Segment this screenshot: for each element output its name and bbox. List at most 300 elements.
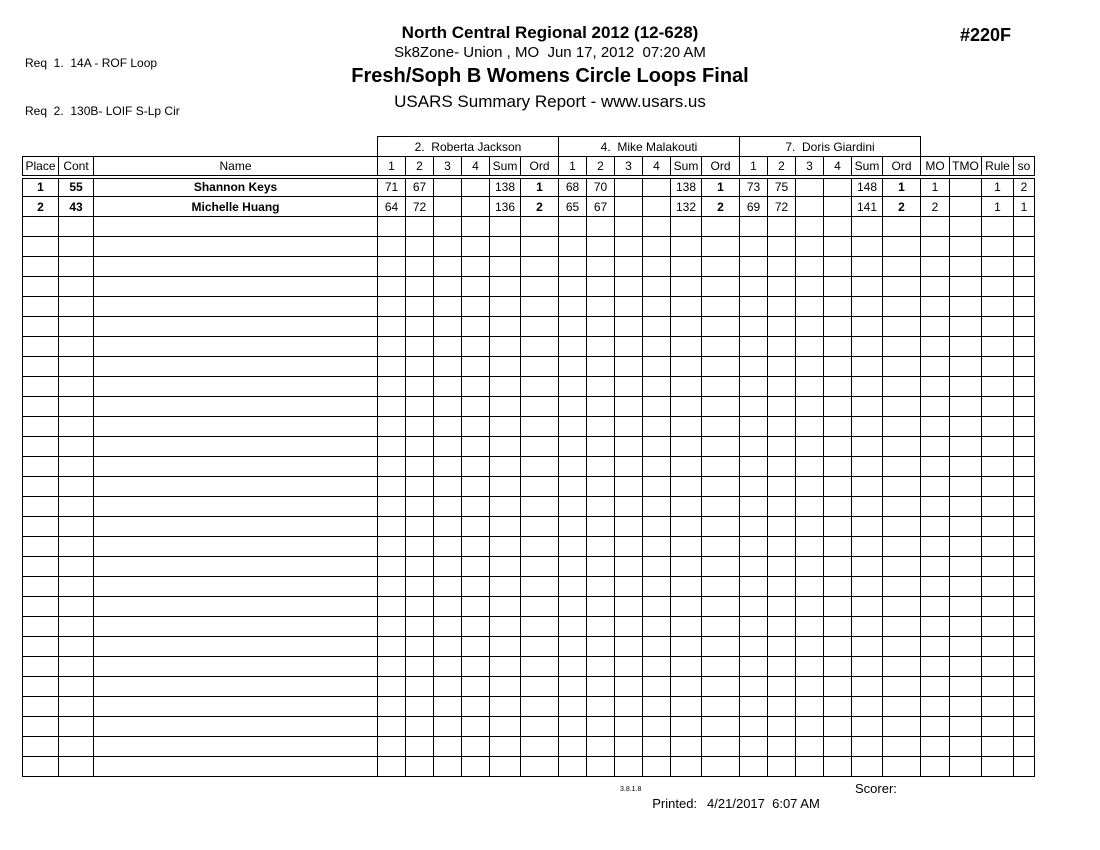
cont-cell <box>59 737 94 757</box>
j1-sum-cell <box>490 717 521 737</box>
j3-sum-cell <box>852 417 883 437</box>
j2-score-2-cell <box>587 597 615 617</box>
j1-score-3-cell <box>434 397 462 417</box>
j2-ord-cell <box>702 317 740 337</box>
j3-score-1-cell <box>740 217 768 237</box>
j1-score-1-cell <box>378 557 406 577</box>
tmo-cell <box>950 417 982 437</box>
j1-ord-cell <box>521 457 559 477</box>
j2-score-4-cell <box>643 437 671 457</box>
name-cell <box>94 357 378 377</box>
j1-ord-cell <box>521 377 559 397</box>
j2-sum-cell <box>671 577 702 597</box>
place-cell <box>23 557 59 577</box>
j2-sum-cell <box>671 597 702 617</box>
j1-sum-cell <box>490 637 521 657</box>
place-cell <box>23 397 59 417</box>
j2-sum-cell <box>671 697 702 717</box>
cont-cell <box>59 637 94 657</box>
j1-sum-cell <box>490 377 521 397</box>
cont-cell <box>59 217 94 237</box>
j2-score-3-cell <box>615 597 643 617</box>
j2-score-4-cell <box>643 717 671 737</box>
cont-cell <box>59 377 94 397</box>
j2-score-4-cell <box>643 557 671 577</box>
table-row-empty <box>23 557 1035 577</box>
j2-score-3-cell <box>615 497 643 517</box>
cont-cell <box>59 357 94 377</box>
j1-ord-cell <box>521 677 559 697</box>
mo-cell <box>921 297 950 317</box>
j2-score-4-cell <box>643 677 671 697</box>
j1-ord-cell <box>521 257 559 277</box>
name-cell: Shannon Keys <box>94 177 378 197</box>
j2-score-4-cell <box>643 277 671 297</box>
report-title: USARS Summary Report - www.usars.us <box>394 92 706 111</box>
j2-score-1-cell <box>559 697 587 717</box>
j2-score-2-cell <box>587 357 615 377</box>
j2-score-1-cell <box>559 677 587 697</box>
j1-score-2-cell <box>406 357 434 377</box>
j3-sum-cell <box>852 337 883 357</box>
j3-score-1-cell <box>740 557 768 577</box>
name-cell <box>94 297 378 317</box>
j1-sum-cell <box>490 577 521 597</box>
table-row-empty <box>23 257 1035 277</box>
j3-ord-cell <box>883 357 921 377</box>
judge-row-spacer-right <box>921 137 1035 157</box>
competition-title: North Central Regional 2012 (12-628) <box>401 23 699 42</box>
j3-score-1-cell <box>740 757 768 777</box>
table-row-empty <box>23 517 1035 537</box>
j3-ord-cell <box>883 277 921 297</box>
j3-score-4-cell <box>824 557 852 577</box>
j3-sum-cell <box>852 717 883 737</box>
j3-sum-cell <box>852 757 883 777</box>
col-header-j2-4: 4 <box>643 157 671 177</box>
j2-score-2-cell <box>587 477 615 497</box>
j2-score-3-cell <box>615 317 643 337</box>
event-title: Fresh/Soph B Womens Circle Loops Final <box>351 65 749 87</box>
j1-score-2-cell <box>406 477 434 497</box>
cont-cell <box>59 457 94 477</box>
j3-ord-cell <box>883 617 921 637</box>
j3-ord-cell <box>883 217 921 237</box>
j1-score-1-cell <box>378 717 406 737</box>
j2-score-3-cell <box>615 657 643 677</box>
j1-sum-cell <box>490 317 521 337</box>
j3-score-4-cell <box>824 437 852 457</box>
j3-score-4-cell <box>824 177 852 197</box>
j3-score-3-cell <box>796 437 824 457</box>
j2-sum-cell <box>671 757 702 777</box>
j3-score-2-cell <box>768 517 796 537</box>
j2-score-4-cell <box>643 497 671 517</box>
mo-cell <box>921 717 950 737</box>
table-row-empty <box>23 417 1035 437</box>
j1-score-1-cell <box>378 317 406 337</box>
j2-ord-cell: 2 <box>702 197 740 217</box>
tmo-cell <box>950 617 982 637</box>
place-cell <box>23 717 59 737</box>
j1-score-4-cell <box>462 377 490 397</box>
table-row <box>23 197 1035 217</box>
j2-score-2-cell <box>587 217 615 237</box>
j2-score-1-cell <box>559 257 587 277</box>
cont-cell: 43 <box>59 197 94 217</box>
j3-score-4-cell <box>824 197 852 217</box>
j1-score-4-cell <box>462 657 490 677</box>
j2-ord-cell <box>702 697 740 717</box>
j2-score-4-cell <box>643 297 671 317</box>
cont-cell <box>59 537 94 557</box>
name-cell <box>94 217 378 237</box>
so-cell <box>1014 757 1035 777</box>
j1-sum-cell <box>490 237 521 257</box>
j3-ord-cell <box>883 417 921 437</box>
j3-ord-cell <box>883 297 921 317</box>
table-row-empty <box>23 437 1035 457</box>
table-row-empty <box>23 357 1035 377</box>
place-cell <box>23 597 59 617</box>
j2-sum-cell <box>671 377 702 397</box>
j3-score-2-cell <box>768 357 796 377</box>
j1-ord-cell <box>521 317 559 337</box>
place-cell <box>23 617 59 637</box>
j1-ord-cell <box>521 617 559 637</box>
j3-score-2-cell <box>768 277 796 297</box>
j3-score-2-cell <box>768 317 796 337</box>
name-cell <box>94 397 378 417</box>
j2-ord-cell <box>702 217 740 237</box>
j3-score-3-cell <box>796 277 824 297</box>
table-row <box>23 177 1035 197</box>
j3-score-2-cell <box>768 237 796 257</box>
j2-sum-cell <box>671 537 702 557</box>
j2-score-2-cell <box>587 517 615 537</box>
col-header-j3-sum: Sum <box>852 157 883 177</box>
name-cell <box>94 737 378 757</box>
j1-score-4-cell <box>462 417 490 437</box>
j3-sum-cell <box>852 237 883 257</box>
j2-ord-cell <box>702 657 740 677</box>
j3-score-1-cell <box>740 717 768 737</box>
j3-score-2-cell <box>768 597 796 617</box>
j2-score-1-cell <box>559 377 587 397</box>
j1-score-2-cell <box>406 277 434 297</box>
j2-score-1-cell <box>559 237 587 257</box>
j1-score-2-cell: 72 <box>406 197 434 217</box>
rule-cell <box>982 237 1014 257</box>
table-row-empty <box>23 377 1035 397</box>
j1-score-4-cell <box>462 637 490 657</box>
j1-score-1-cell <box>378 437 406 457</box>
j1-ord-cell <box>521 437 559 457</box>
j1-score-2-cell <box>406 597 434 617</box>
judge-header-2: 4. Mike Malakouti <box>559 137 740 157</box>
j1-score-4-cell <box>462 737 490 757</box>
j1-sum-cell <box>490 517 521 537</box>
rule-cell <box>982 697 1014 717</box>
j1-score-3-cell <box>434 457 462 477</box>
j2-ord-cell <box>702 677 740 697</box>
so-cell <box>1014 697 1035 717</box>
j3-score-4-cell <box>824 617 852 637</box>
j1-ord-cell <box>521 217 559 237</box>
col-header-name: Name <box>94 157 378 177</box>
name-cell <box>94 597 378 617</box>
name-cell <box>94 657 378 677</box>
so-cell <box>1014 317 1035 337</box>
j2-sum-cell <box>671 557 702 577</box>
table-row-empty <box>23 737 1035 757</box>
j1-score-4-cell <box>462 317 490 337</box>
j3-sum-cell <box>852 677 883 697</box>
name-cell <box>94 517 378 537</box>
j3-score-4-cell <box>824 237 852 257</box>
name-cell <box>94 617 378 637</box>
rule-cell <box>982 437 1014 457</box>
tmo-cell <box>950 297 982 317</box>
tmo-cell <box>950 677 982 697</box>
col-header-j3-1: 1 <box>740 157 768 177</box>
rule-cell: 1 <box>982 197 1014 217</box>
j1-score-2-cell <box>406 497 434 517</box>
j1-sum-cell <box>490 737 521 757</box>
j1-sum-cell <box>490 297 521 317</box>
j1-score-3-cell <box>434 297 462 317</box>
j2-ord-cell <box>702 537 740 557</box>
j2-score-2-cell <box>587 537 615 557</box>
j2-score-1-cell <box>559 397 587 417</box>
tmo-cell <box>950 197 982 217</box>
j3-ord-cell <box>883 477 921 497</box>
j1-score-2-cell <box>406 337 434 357</box>
place-cell <box>23 217 59 237</box>
cont-cell <box>59 257 94 277</box>
j3-ord-cell <box>883 317 921 337</box>
j2-ord-cell <box>702 277 740 297</box>
col-header-so: so <box>1014 157 1035 177</box>
j2-score-1-cell <box>559 757 587 777</box>
place-cell <box>23 297 59 317</box>
j2-score-3-cell <box>615 717 643 737</box>
j3-ord-cell <box>883 737 921 757</box>
j3-score-4-cell <box>824 677 852 697</box>
j3-ord-cell <box>883 537 921 557</box>
tmo-cell <box>950 497 982 517</box>
j1-score-3-cell <box>434 337 462 357</box>
rule-cell <box>982 477 1014 497</box>
j1-sum-cell <box>490 557 521 577</box>
name-cell <box>94 337 378 357</box>
j1-score-2-cell <box>406 717 434 737</box>
rule-cell <box>982 677 1014 697</box>
j3-score-4-cell <box>824 377 852 397</box>
j3-score-3-cell <box>796 317 824 337</box>
j3-score-2-cell <box>768 677 796 697</box>
j1-score-3-cell <box>434 417 462 437</box>
printed-label: Printed: <box>652 796 698 811</box>
table-row-empty <box>23 317 1035 337</box>
j2-score-2-cell <box>587 737 615 757</box>
j2-sum-cell <box>671 677 702 697</box>
so-cell: 1 <box>1014 197 1035 217</box>
j2-sum-cell <box>671 237 702 257</box>
j1-score-4-cell <box>462 357 490 377</box>
j3-score-1-cell <box>740 597 768 617</box>
j1-score-3-cell <box>434 657 462 677</box>
j1-ord-cell <box>521 297 559 317</box>
j2-sum-cell <box>671 297 702 317</box>
j3-ord-cell <box>883 657 921 677</box>
results-table <box>22 136 1035 777</box>
j3-score-4-cell <box>824 257 852 277</box>
cont-cell <box>59 317 94 337</box>
j2-sum-cell <box>671 477 702 497</box>
j1-sum-cell <box>490 437 521 457</box>
table-row-empty <box>23 497 1035 517</box>
j3-sum-cell <box>852 277 883 297</box>
so-cell <box>1014 337 1035 357</box>
j2-ord-cell <box>702 637 740 657</box>
j2-score-2-cell <box>587 317 615 337</box>
j2-sum-cell <box>671 417 702 437</box>
j3-sum-cell <box>852 357 883 377</box>
j1-score-1-cell <box>378 337 406 357</box>
name-cell <box>94 257 378 277</box>
j3-ord-cell <box>883 717 921 737</box>
j2-ord-cell <box>702 437 740 457</box>
j3-score-3-cell <box>796 377 824 397</box>
j1-score-1-cell <box>378 657 406 677</box>
so-cell <box>1014 637 1035 657</box>
j3-sum-cell <box>852 517 883 537</box>
j2-sum-cell <box>671 277 702 297</box>
j3-score-4-cell <box>824 697 852 717</box>
j3-score-2-cell <box>768 577 796 597</box>
j3-score-2-cell <box>768 497 796 517</box>
j2-score-2-cell <box>587 377 615 397</box>
j2-score-1-cell <box>559 617 587 637</box>
table-row-empty <box>23 577 1035 597</box>
j2-score-2-cell <box>587 257 615 277</box>
place-cell <box>23 337 59 357</box>
j1-score-1-cell <box>378 577 406 597</box>
j3-score-1-cell <box>740 517 768 537</box>
j1-ord-cell <box>521 517 559 537</box>
j1-ord-cell <box>521 717 559 737</box>
cont-cell <box>59 417 94 437</box>
j1-score-2-cell <box>406 517 434 537</box>
j1-score-2-cell <box>406 577 434 597</box>
place-cell <box>23 497 59 517</box>
j2-sum-cell <box>671 717 702 737</box>
j2-sum-cell: 138 <box>671 177 702 197</box>
j2-score-4-cell <box>643 757 671 777</box>
j1-ord-cell <box>521 697 559 717</box>
so-cell: 2 <box>1014 177 1035 197</box>
j3-score-4-cell <box>824 517 852 537</box>
j1-ord-cell <box>521 657 559 677</box>
j1-score-2-cell <box>406 317 434 337</box>
j3-sum-cell <box>852 297 883 317</box>
j3-sum-cell <box>852 497 883 517</box>
tmo-cell <box>950 437 982 457</box>
col-header-j2-sum: Sum <box>671 157 702 177</box>
rule-cell <box>982 377 1014 397</box>
j3-score-2-cell: 72 <box>768 197 796 217</box>
scorer-label: Scorer: <box>855 781 897 796</box>
name-cell <box>94 377 378 397</box>
j3-score-3-cell <box>796 497 824 517</box>
j3-sum-cell <box>852 457 883 477</box>
j3-score-1-cell <box>740 277 768 297</box>
so-cell <box>1014 557 1035 577</box>
j3-sum-cell: 148 <box>852 177 883 197</box>
j3-ord-cell <box>883 637 921 657</box>
j3-score-2-cell <box>768 757 796 777</box>
j2-sum-cell <box>671 737 702 757</box>
place-cell <box>23 457 59 477</box>
j2-score-1-cell <box>559 597 587 617</box>
cont-cell <box>59 497 94 517</box>
j1-score-3-cell <box>434 537 462 557</box>
j3-score-4-cell <box>824 277 852 297</box>
j1-score-2-cell <box>406 397 434 417</box>
j2-score-3-cell <box>615 737 643 757</box>
j3-score-4-cell <box>824 637 852 657</box>
j2-score-4-cell <box>643 637 671 657</box>
j2-ord-cell <box>702 357 740 377</box>
table-row-empty <box>23 677 1035 697</box>
so-cell <box>1014 677 1035 697</box>
event-number: #220F <box>960 25 1012 45</box>
j2-ord-cell <box>702 297 740 317</box>
j3-score-2-cell <box>768 217 796 237</box>
j3-score-3-cell <box>796 397 824 417</box>
table-row-empty <box>23 237 1035 257</box>
so-cell <box>1014 537 1035 557</box>
j1-score-3-cell <box>434 557 462 577</box>
rule-cell <box>982 357 1014 377</box>
j1-score-4-cell <box>462 177 490 197</box>
name-cell <box>94 417 378 437</box>
col-header-j3-3: 3 <box>796 157 824 177</box>
j1-score-1-cell <box>378 477 406 497</box>
j3-score-2-cell <box>768 337 796 357</box>
tmo-cell <box>950 637 982 657</box>
j3-score-3-cell <box>796 217 824 237</box>
table-row-empty <box>23 297 1035 317</box>
j1-score-2-cell <box>406 217 434 237</box>
j2-score-3-cell <box>615 437 643 457</box>
j1-score-4-cell <box>462 677 490 697</box>
j3-score-3-cell <box>796 457 824 477</box>
j1-score-3-cell <box>434 677 462 697</box>
mo-cell <box>921 697 950 717</box>
j2-score-4-cell <box>643 417 671 437</box>
j2-score-4-cell <box>643 617 671 637</box>
so-cell <box>1014 357 1035 377</box>
j1-score-1-cell <box>378 637 406 657</box>
j3-ord-cell <box>883 517 921 537</box>
j1-ord-cell <box>521 537 559 557</box>
j1-score-3-cell <box>434 257 462 277</box>
j2-score-1-cell: 65 <box>559 197 587 217</box>
so-cell <box>1014 477 1035 497</box>
mo-cell <box>921 577 950 597</box>
